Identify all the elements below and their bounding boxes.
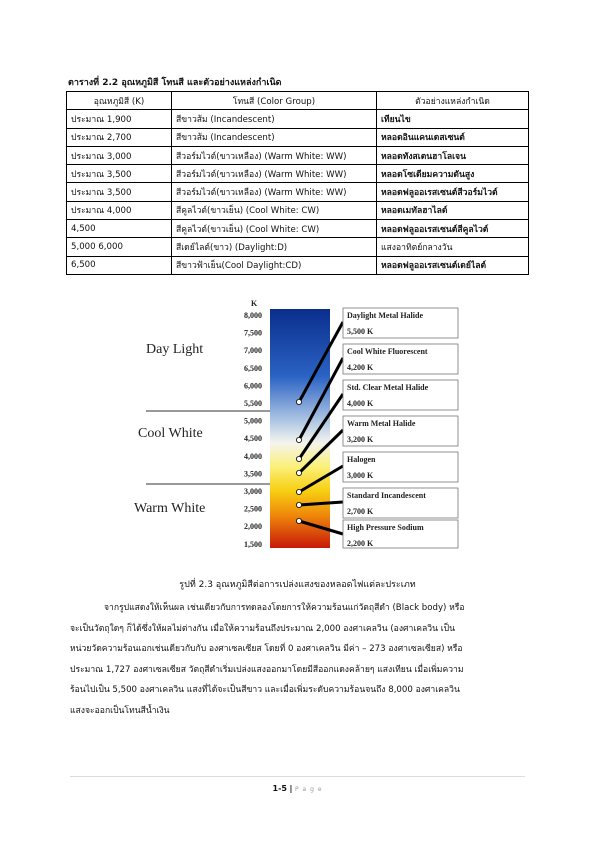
cell-source: หลอดโซเดียมความดันสูง [377, 165, 529, 183]
cell-source: หลอดทังสเตนฮาโลเจน [377, 146, 529, 164]
lamp-name: High Pressure Sodium [347, 523, 424, 532]
lamp-temperature: 3,000 K [347, 471, 374, 480]
cell-temperature: ประมาณ 3,500 [67, 183, 172, 201]
lamp-name: Std. Clear Metal Halide [347, 383, 429, 392]
cell-source: แสงอาทิตย์กลางวัน [377, 238, 529, 256]
zone-label-warm-white: Warm White [134, 501, 206, 516]
lamp-temperature: 3,200 K [347, 435, 374, 444]
scale-tick-label: 1,500 [244, 539, 262, 549]
scale-tick-label: 4,500 [244, 434, 262, 444]
header-temperature: อุณหภูมิสี (K) [67, 92, 172, 110]
lamp-name: Warm Metal Halide [347, 419, 416, 428]
paragraph-line: ประมาณ 1,727 องศาเซลเซียส วัตถุสีดำเริ่มเปล่งแสงออกมาโดยมีสีออกแดงคล้ายๆ แสงเทียน เมื่อเพิ่มความ [70, 664, 464, 675]
temperature-scale [244, 311, 262, 549]
paragraph-line: แสงจะออกเป็นโทนสีน้ำเงิน [70, 705, 170, 716]
scale-tick-label: 4,000 [244, 451, 262, 461]
cell-temperature: 6,500 [67, 256, 172, 274]
cell-temperature: ประมาณ 3,000 [67, 146, 172, 164]
cell-color-group: สีขาวส้ม (Incandescent) [172, 110, 377, 128]
cell-temperature: ประมาณ 3,500 [67, 165, 172, 183]
lamp-marker [296, 489, 301, 494]
cell-color-group: สีคูลไวต์(ขาวเย็น) (Cool White: CW) [172, 201, 377, 219]
scale-tick-label: 2,500 [244, 504, 262, 514]
lamp-marker [296, 399, 301, 404]
scale-tick-label: 7,000 [244, 346, 262, 356]
lamp-temperature: 2,200 K [347, 539, 374, 548]
cell-temperature: 4,500 [67, 220, 172, 238]
header-source: ตัวอย่างแหล่งกำเนิด [377, 92, 529, 110]
cell-temperature: ประมาณ 1,900 [67, 110, 172, 128]
cell-color-group: สีขาวส้ม (Incandescent) [172, 128, 377, 146]
figure-caption: รูปที่ 2.3 อุณหภูมิสีต่อการเปล่งแสงของหลอดไฟแต่ละประเภท [179, 580, 416, 590]
lamp-name: Standard Incandescent [347, 491, 426, 500]
zone-label-cool-white: Cool White [138, 426, 203, 441]
table-caption: ตารางที่ 2.2 อุณหภูมิสี โทนสี และตัวอย่างแหล่งกำเนิด [68, 78, 282, 88]
paragraph-line: ร้อนไปเป็น 5,500 องศาเคลวิน แสงที่ได้จะเป็นสีขาว และเมื่อเพิ่มระดับความร้อนจนถึง 8,000 องศาเคลวิน [70, 685, 460, 695]
scale-tick-label: 6,500 [244, 363, 262, 373]
paragraph-line: จากรูปแสดงให้เห็นผล เช่นเดียวกับการทดลองโดยการให้ความร้อนแก่วัตถุสีดำ (Black body) หรือ [104, 603, 465, 613]
lamp-marker [296, 437, 301, 442]
scale-tick-label: 2,000 [244, 522, 262, 532]
page-footer [0, 784, 595, 793]
lamp-temperature: 4,000 K [347, 399, 374, 408]
scale-unit: K [251, 299, 258, 308]
body-paragraph [70, 598, 525, 721]
header-color-group: โทนสี (Color Group) [172, 92, 377, 110]
cell-source: หลอดฟลูออเรสเซนต์สีวอร์มไวต์ [377, 183, 529, 201]
scale-tick-label: 3,000 [244, 487, 262, 496]
paragraph-line: หน่วยวัดความร้อนเอกเช่นเดียวกับกับ องศาเซลเซียส โดยที่ 0 องศาเคลวิน มีค่า – 273 องศาเซลเซียส) หรือ [70, 644, 463, 654]
lamp-marker [296, 518, 301, 523]
cell-source: หลอดฟลูออเรสเซนต์เดย์ไลต์ [377, 256, 529, 274]
cell-temperature: ประมาณ 2,700 [67, 128, 172, 146]
zone-label-day-light: Day Light [146, 342, 204, 357]
cell-source: หลอดเมทัลฮาไลด์ [377, 201, 529, 219]
lamp-temperature: 2,700 K [347, 507, 374, 516]
page-label: P a g e [294, 786, 323, 793]
cell-source: หลอดอินแคนเดสเซนต์ [377, 128, 529, 146]
scale-tick-label: 5,500 [244, 399, 262, 408]
cell-color-group: สีวอร์มไวต์(ขาวเหลือง) (Warm White: WW) [172, 165, 377, 183]
cell-temperature: ประมาณ 4,000 [67, 201, 172, 219]
cell-color-group: สีวอร์มไวต์(ขาวเหลือง) (Warm White: WW) [172, 146, 377, 164]
cell-source: หลอดฟลูออเรสเซนต์สีคูลไวต์ [377, 220, 529, 238]
lamp-name: Halogen [347, 455, 376, 464]
scale-tick-label: 3,500 [244, 469, 262, 479]
lamp-marker [296, 456, 301, 461]
lamp-marker [296, 470, 301, 475]
cell-color-group: สีคูลไวต์(ขาวเย็น) (Cool White: CW) [172, 220, 377, 238]
footer-divider [70, 776, 525, 777]
footer-separator: | [289, 784, 293, 793]
lamp-name: Cool White Fluorescent [347, 347, 428, 356]
page-number: 1-5 [272, 784, 287, 793]
lamp-temperature: 4,200 K [347, 363, 374, 372]
scale-tick-label: 6,000 [244, 381, 262, 391]
lamp-temperature: 5,500 K [347, 327, 374, 336]
scale-tick-label: 7,500 [244, 328, 262, 338]
paragraph-line: จะเป็นวัตถุใดๆ ก็ได้ซึ่งให้ผลไม่ต่างกัน เมื่อให้ความร้อนถึงประมาณ 2,000 องศาเคลวิน (องศาเคลวิน เป็น [70, 623, 455, 634]
cell-temperature: 5,000 6,000 [67, 238, 172, 256]
cell-source: เทียนไข [377, 110, 529, 128]
lamp-name: Daylight Metal Halide [347, 311, 423, 320]
scale-tick-label: 5,000 [244, 416, 262, 426]
cell-color-group: สีขาวฟ้าเย็น(Cool Daylight:CD) [172, 256, 377, 274]
scale-tick-label: 8,000 [244, 311, 262, 320]
cell-color-group: สีวอร์มไวต์(ขาวเหลือง) (Warm White: WW) [172, 183, 377, 201]
lamp-marker [296, 502, 301, 507]
cell-color-group: สีเดย์ไลต์(ขาว) (Daylight:D) [172, 238, 377, 256]
